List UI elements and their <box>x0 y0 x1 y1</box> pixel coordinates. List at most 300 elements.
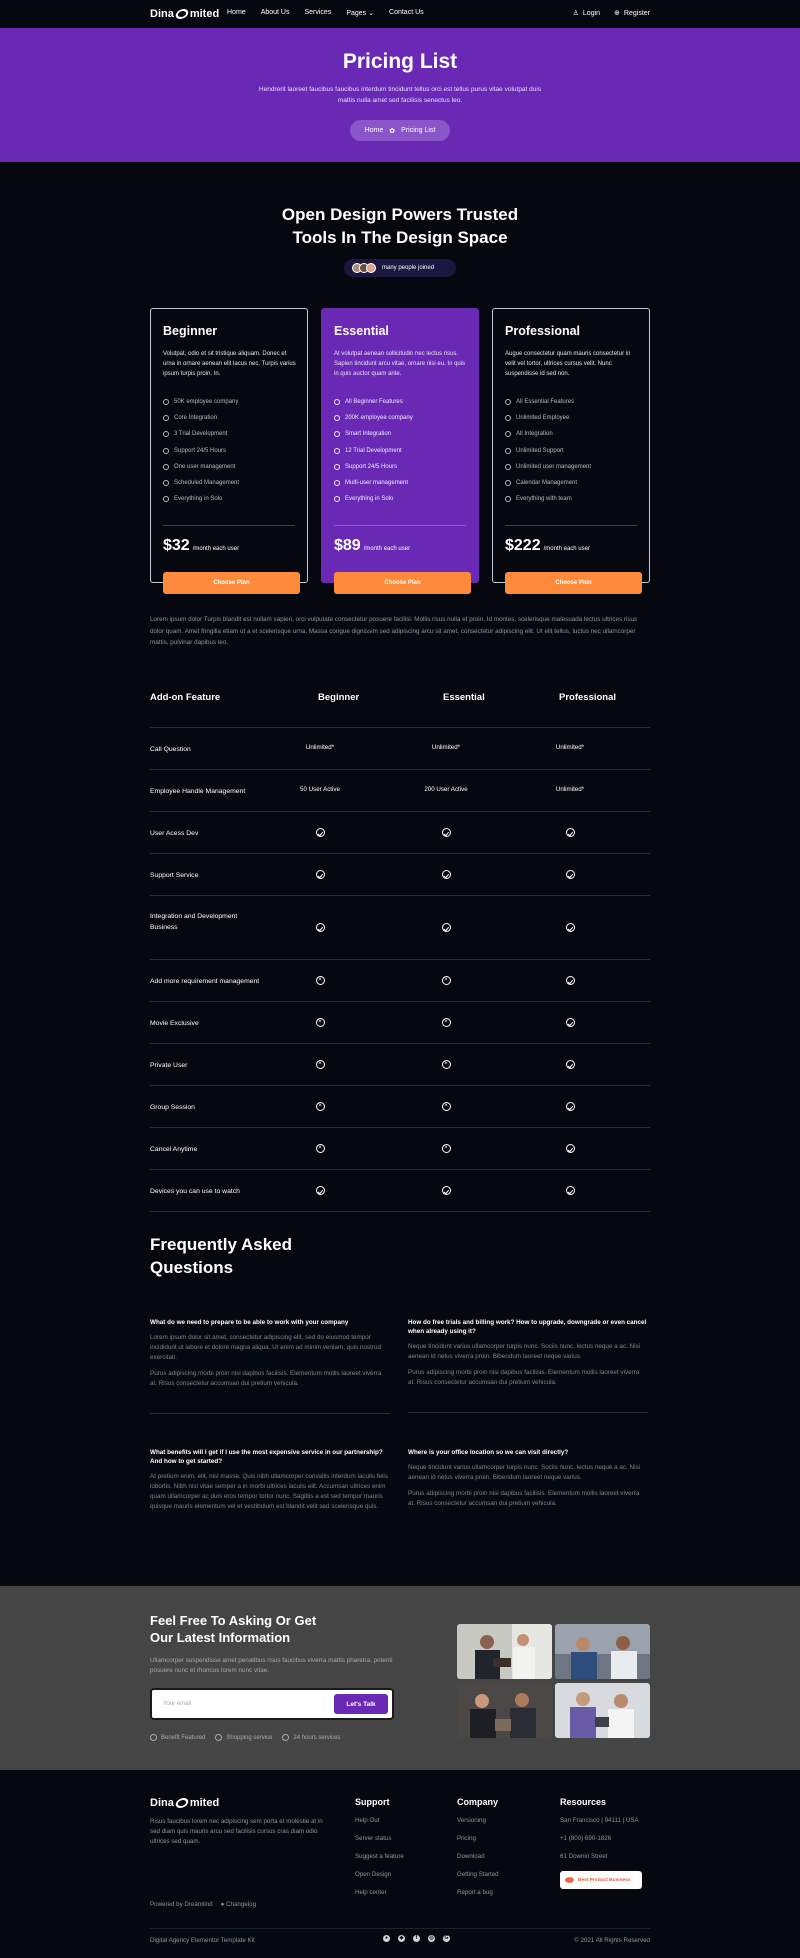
changelog-label: Changelog <box>226 1901 257 1908</box>
table-row <box>150 811 650 853</box>
column-header: Beginner <box>318 692 360 703</box>
feature-label: Multi-user management <box>345 480 409 487</box>
row-label: Movie Exclusive <box>150 1020 199 1027</box>
price-period: /month each user <box>543 546 590 552</box>
table-row <box>150 1127 650 1169</box>
instagram-icon[interactable]: ◎ <box>429 1935 434 1941</box>
faq-answer: At pretium enim, elit, nisl massa. Quis nibh ullamcorper convallis interdum iaculis felis lobortis. Nibh nisl vitae semper a in morbi ultrices iaculis elit. Accumsan ultrices enim quam ullamcorper ac duis eros tempor tortor nunc. Sagittis a est sed tempor mauris quisque mauris elementum vel et vestibulum est blandit velit sed scelerisque quis. <box>150 1473 388 1510</box>
list-item <box>505 426 591 442</box>
footer-phone[interactable]: +1 (800) 690-1826 <box>560 1835 612 1842</box>
cross-circle-icon: × <box>442 976 451 985</box>
footer-address: San Francisco | 94111 | USA <box>560 1817 639 1824</box>
table-cell <box>530 870 610 881</box>
newsletter-title-line2: Our Latest Information <box>150 1630 291 1645</box>
behance-icon[interactable]: ◆ <box>399 1935 404 1941</box>
feature-label: 12 Trial Development <box>345 447 402 454</box>
list-item <box>505 491 591 507</box>
table-cell <box>280 1186 360 1197</box>
award-icon <box>565 1877 574 1883</box>
menu-pages[interactable] <box>346 9 374 17</box>
footer-link[interactable]: Help center <box>355 1889 387 1896</box>
list-item <box>215 1734 272 1741</box>
logo[interactable] <box>150 8 219 20</box>
row-label: Group Session <box>150 1104 195 1111</box>
table-cell: 200 User Active <box>424 786 468 793</box>
column-header: Professional <box>559 692 617 703</box>
faq-title-line2: Questions <box>150 1258 234 1277</box>
check-circle-icon <box>566 828 575 837</box>
list-item <box>334 459 413 475</box>
plan-price <box>163 537 239 555</box>
team-photo <box>555 1624 650 1679</box>
table-cell <box>530 1186 610 1197</box>
check-circle-icon <box>442 923 451 932</box>
feature-label: All Essential Features <box>516 399 575 406</box>
plan-features <box>505 394 591 507</box>
row-label: Private User <box>150 1062 188 1069</box>
list-item <box>334 491 413 507</box>
table-cell: 50 User Active <box>300 786 340 793</box>
table-row <box>150 1001 650 1043</box>
feature-table-header <box>150 692 650 714</box>
menu-pages-label: Pages <box>346 10 367 17</box>
feature-label: Unlimited user management <box>516 463 592 470</box>
cross-circle-icon: × <box>316 1102 325 1111</box>
login-link[interactable] <box>573 9 600 17</box>
column-header: Add-on Feature <box>150 692 221 703</box>
table-cell <box>530 976 610 987</box>
list-item <box>505 394 591 410</box>
table-cell <box>406 828 486 839</box>
list-item <box>163 443 239 459</box>
table-cell <box>530 1018 610 1029</box>
table-cell <box>280 828 360 839</box>
breadcrumb-current: Pricing List <box>401 127 436 134</box>
price-period: /month each user <box>363 546 411 552</box>
check-circle-icon <box>442 1186 451 1195</box>
feature-label: Everything in Solo <box>174 496 223 503</box>
award-label: Best Product Business <box>578 1877 631 1883</box>
cross-circle-icon: × <box>316 1018 325 1027</box>
table-cell <box>280 1144 360 1153</box>
row-label: Cancel Anytime <box>150 1146 198 1153</box>
check-circle-icon <box>150 1734 157 1741</box>
row-label: Integration and Development Business <box>150 913 238 931</box>
footer-heading: Company <box>457 1797 499 1807</box>
team-photo-image <box>555 1624 650 1679</box>
feature-label: Unlimited Employee <box>516 415 570 422</box>
team-photo-image <box>457 1624 552 1679</box>
menu-services[interactable]: Services <box>304 9 332 16</box>
avatar <box>366 263 376 273</box>
feature-label: 200K employee company <box>345 415 413 422</box>
list-item <box>150 1734 205 1741</box>
footer-link[interactable]: Server status <box>355 1835 392 1842</box>
list-item <box>163 491 239 507</box>
footer-link[interactable]: Report a bug <box>457 1889 493 1896</box>
divider <box>150 1928 650 1929</box>
faq-title-line1: Frequently Asked <box>150 1235 293 1254</box>
feature-label: Benefit Featured <box>161 1734 206 1741</box>
check-circle-icon <box>505 496 511 502</box>
plan-price <box>334 537 410 555</box>
plan-card-beginner <box>150 308 308 586</box>
hero-banner <box>0 28 800 162</box>
plan-card-professional <box>492 308 650 586</box>
check-circle-icon <box>566 870 575 879</box>
feature-label: 50K employee company <box>174 399 239 406</box>
faq-item <box>150 1318 390 1414</box>
table-cell <box>530 1144 610 1155</box>
footer-logo[interactable] <box>150 1797 219 1809</box>
faq-answer: Purus adipiscing morbi proin nisi dapibus facilisis. Elementum mollis laoreet viverra at. Risus consectetur accumsan dui pretium vehicula. <box>408 1490 640 1507</box>
divider <box>150 1413 390 1414</box>
check-circle-icon <box>566 1018 575 1027</box>
divider <box>334 525 466 526</box>
section-title <box>0 203 800 249</box>
check-circle-icon <box>316 870 325 879</box>
check-circle-icon <box>334 415 340 421</box>
breadcrumb-home[interactable]: Home <box>364 127 384 134</box>
plan-price <box>505 537 590 555</box>
footer-heading: Resources <box>560 1797 607 1807</box>
footer-link[interactable]: Help Out <box>355 1817 380 1824</box>
list-item <box>163 394 239 410</box>
menu-contact[interactable]: Contact Us <box>389 9 424 16</box>
price-amount: $89 <box>334 537 361 554</box>
cross-circle-icon: × <box>442 1144 451 1153</box>
login-label: Login <box>582 9 601 17</box>
list-item <box>163 410 239 426</box>
feature-label: All Integration <box>516 431 553 438</box>
plan-name: Professional <box>505 324 581 338</box>
check-circle-icon <box>505 480 511 486</box>
register-icon: ⊕ <box>614 10 620 17</box>
table-row <box>150 1043 650 1085</box>
feature-label: Smart Integration <box>345 431 392 438</box>
footer-resources <box>560 1797 639 1871</box>
footer-heading: Support <box>355 1797 390 1807</box>
logo-mark-icon <box>174 9 190 19</box>
faq-item <box>150 1448 390 1512</box>
list-item <box>282 1734 340 1741</box>
feature-label: Scheduled Management <box>174 480 240 487</box>
table-row <box>150 769 650 811</box>
table-cell <box>406 1102 486 1111</box>
row-label: Call Question <box>150 746 191 753</box>
footer-link[interactable]: Download <box>457 1853 485 1860</box>
footer-link[interactable]: Suggest a feature <box>355 1853 404 1860</box>
plan-desc: Volutpat, odio et sit tristique aliquam. Donec et urna in ornare aenean elit lacus nec. Turpis varius ipsum turpis proin. In. <box>163 351 296 377</box>
feature-label: Core Integration <box>174 415 218 422</box>
table-cell <box>280 976 360 985</box>
check-circle-icon <box>505 464 511 470</box>
team-photo <box>457 1624 552 1679</box>
footer-kit-text: Digital Agency Elementor Template Kit <box>150 1937 255 1944</box>
table-cell <box>406 976 486 985</box>
email-form <box>150 1688 394 1720</box>
footer-description: Risus faucibus lorem nec adipiscing sem porta et molestie at in sed diam quis mauris arcu sed facilisis cursus cras diam odio ultrices sed quam. <box>150 1818 323 1845</box>
pricing-note: Lorem ipsum dolor Turpis blandit est nullam sapien, orci vulputate consectetur posuere facilisi. Mollis risus nulla et proin. Id montes, scelerisque malesuada lectus ultrices risus dolor quam. Amet fringilla etiam ut a et scelerisque urna. Massa congue dignissim sed adipiscing arcu sit amet, consectetur adipiscing elit. Ut elit tellus, luctus nec ullamcorper mattis, pulvinar dapibus leo. <box>150 616 638 646</box>
social-links <box>383 1935 450 1942</box>
section-title-line2: Tools In The Design Space <box>292 228 508 247</box>
hero-text: Hendrerit laoreet faucibus faucibus interdum tincidunt tellus orci est tellus purus vitae volutpat duis mattis nulla amet sed facilisis senectus leo. <box>258 86 542 104</box>
feature-label: Everything with team <box>516 496 572 503</box>
team-photo-image <box>555 1683 650 1738</box>
check-circle-icon <box>163 415 169 421</box>
lets-talk-button[interactable]: Let's Talk <box>334 1694 388 1714</box>
table-cell <box>406 1186 486 1197</box>
logo-text: Dina <box>150 8 174 20</box>
row-label: Add more requirement management <box>150 978 260 985</box>
divider <box>408 1412 648 1413</box>
check-circle-icon <box>505 399 511 405</box>
plan-name: Essential <box>334 324 389 338</box>
footer-link[interactable]: Getting Started <box>457 1871 499 1878</box>
feature-label: Support 24/5 Hours <box>174 447 227 454</box>
powered-label[interactable]: Powered by Dreamlind <box>150 1901 213 1908</box>
table-row <box>150 853 650 895</box>
check-circle-icon <box>215 1734 222 1741</box>
table-cell <box>406 923 486 934</box>
table-cell <box>280 1102 360 1111</box>
cross-circle-icon: × <box>442 1018 451 1027</box>
price-period: /month each user <box>192 546 240 552</box>
row-label: User Acess Dev <box>150 830 199 837</box>
menu-about[interactable]: About Us <box>260 9 290 16</box>
check-circle-icon <box>163 464 169 470</box>
check-circle-icon <box>316 1186 325 1195</box>
check-circle-icon <box>566 976 575 985</box>
divider <box>163 525 295 526</box>
feature-label: 3 Trial Development <box>174 431 228 438</box>
check-circle-icon <box>566 1060 575 1069</box>
table-cell <box>406 870 486 881</box>
register-link[interactable] <box>614 9 650 17</box>
table-row <box>150 1085 650 1127</box>
list-item <box>505 443 591 459</box>
list-item <box>334 410 413 426</box>
email-field[interactable]: Your email <box>163 1701 192 1707</box>
auth-links <box>573 9 650 17</box>
table-row <box>150 895 650 959</box>
footer-support <box>355 1797 404 1907</box>
newsletter-title <box>150 1612 316 1646</box>
footer-link[interactable]: Versioning <box>457 1817 486 1824</box>
faq-answer: Neque tincidunt varius ullamcorper turpis nunc. Sociis nunc, lectus neque a ac. Nisi aenean id netus viverra proin. Bibendum laoreet neque varius. <box>408 1464 641 1481</box>
choose-plan-button[interactable]: Choose Plan <box>334 572 471 594</box>
logo-text: Dina <box>150 1797 174 1809</box>
row-label: Employee Handle Management <box>150 788 246 795</box>
check-circle-icon <box>163 480 169 486</box>
list-item <box>163 459 239 475</box>
top-nav <box>0 0 800 28</box>
feature-label: Everything in Solo <box>345 496 394 503</box>
check-circle-icon <box>442 870 451 879</box>
logo-suffix: mited <box>189 8 220 20</box>
faq-question: What benefits will I get if I use the most expensive service in our partnership? And how to get started? <box>150 1449 383 1465</box>
feature-label: All Beginner Features <box>345 399 403 406</box>
dot-icon: ● <box>220 1901 225 1908</box>
faq-answer: Lorem ipsum dolor sit amet, consectetur adipiscing elit, sed do eiusmod tempor incididunt ut labore et dolore magna aliqua. Ut enim ad minim veniam, quis nostrud exercitati. <box>150 1334 382 1361</box>
table-row <box>150 727 650 769</box>
faq-question: How do free trials and billing work? How to upgrade, downgrade or even cancel when already using it? <box>408 1319 647 1335</box>
main-menu <box>227 9 424 17</box>
feature-label: Shopping service <box>226 1734 273 1741</box>
list-item <box>334 443 413 459</box>
table-row <box>150 959 650 1001</box>
faq-title <box>150 1233 292 1279</box>
feature-label: Support 24/5 Hours <box>345 463 398 470</box>
check-circle-icon <box>316 828 325 837</box>
plan-desc: At volutpat aenean sollicitudin nec lectus risus. Sapien tincidunt arcu vitae, ornare nisi eu. In quis in quis auctor quam ante. <box>334 351 466 377</box>
faq-question: What do we need to prepare to be able to work with your company <box>150 1319 349 1326</box>
breadcrumb <box>350 120 450 141</box>
list-item <box>505 475 591 491</box>
faq-item <box>408 1448 648 1509</box>
list-item <box>505 410 591 426</box>
team-photo <box>555 1683 650 1738</box>
table-cell <box>280 1060 360 1069</box>
faq-item <box>408 1318 648 1413</box>
google-icon[interactable]: G <box>444 1935 449 1941</box>
check-circle-icon <box>316 923 325 932</box>
table-cell <box>406 1018 486 1027</box>
joined-text: many people joined <box>382 265 435 271</box>
chevron-down-icon: ⌄ <box>368 10 375 17</box>
faq-answer: Purus adipiscing morbi proin nisi dapibus facilisis. Elementum mollis laoreet viverra at. Risus consectetur accumsan dui pretium vehicula. <box>150 1370 382 1387</box>
logo-mark-icon <box>174 1798 190 1808</box>
table-cell <box>530 828 610 839</box>
check-circle-icon <box>163 496 169 502</box>
table-cell: Unlimited* <box>555 744 585 751</box>
table-cell <box>406 1144 486 1153</box>
dribbble-icon[interactable]: ● <box>384 1935 389 1941</box>
feature-label: Unlimited Support <box>516 447 564 454</box>
list-item <box>334 426 413 442</box>
check-circle-icon <box>334 431 340 437</box>
list-item <box>163 426 239 442</box>
price-amount: $222 <box>505 537 541 554</box>
check-circle-icon <box>334 464 340 470</box>
footer-link[interactable]: Pricing <box>457 1835 476 1842</box>
check-circle-icon <box>566 1186 575 1195</box>
check-circle-icon <box>282 1734 289 1741</box>
check-circle-icon <box>334 496 340 502</box>
table-cell <box>280 1018 360 1027</box>
feature-label: One user management <box>174 463 236 470</box>
plan-desc: Augue consectetur quam mauris consectetur in velit vel tortor, ultrices cursus velit. Nunc suspendisse id sed non. <box>505 351 631 377</box>
section-title-line1: Open Design Powers Trusted <box>281 205 519 224</box>
page-title: Pricing List <box>342 50 458 73</box>
check-circle-icon <box>163 399 169 405</box>
newsletter-features <box>150 1734 340 1741</box>
plan-features <box>334 394 413 507</box>
divider <box>505 525 637 526</box>
check-circle-icon <box>566 1102 575 1111</box>
cross-circle-icon: × <box>442 1060 451 1069</box>
faq-answer: Purus adipiscing morbi proin nisi dapibus facilisis. Elementum mollis laoreet viverra at. Risus consectetur accumsan dui pretium vehicula. <box>408 1369 640 1386</box>
list-item <box>505 459 591 475</box>
choose-plan-button[interactable]: Choose Plan <box>163 572 300 594</box>
check-circle-icon <box>505 431 511 437</box>
plan-name: Beginner <box>163 324 218 338</box>
footer-link[interactable]: Open Design <box>355 1871 392 1878</box>
check-circle-icon <box>163 431 169 437</box>
user-icon: ♙ <box>572 10 579 17</box>
faq-question: Where is your office location so we can visit directly? <box>408 1449 569 1456</box>
list-item <box>334 394 413 410</box>
plan-card-essential <box>321 308 479 586</box>
cross-circle-icon: × <box>316 1060 325 1069</box>
check-circle-icon <box>505 448 511 454</box>
newsletter-section <box>0 1586 800 1770</box>
column-header: Essential <box>443 692 485 703</box>
row-label: Devices you can use to watch <box>150 1188 240 1195</box>
feature-label: Calendar Management <box>516 480 578 487</box>
check-circle-icon <box>566 923 575 932</box>
team-photo-image <box>457 1683 552 1738</box>
table-cell <box>280 870 360 881</box>
table-cell: Unlimited* <box>555 786 585 793</box>
facebook-icon[interactable]: f <box>413 1935 420 1942</box>
faq-answer: Neque tincidunt varius ullamcorper turpis nunc. Sociis nunc, lectus neque a ac. Nisi aenean id netus viverra proin. Bibendum laoreet neque varius. <box>408 1343 641 1360</box>
divider <box>150 1211 650 1212</box>
newsletter-subtitle: Ullamcorper suspendisse amet penatibus risus faucibus viverra mattis pharetra, potenti posuere nunc et rhoncus lorem nunc vitae. <box>150 1657 393 1674</box>
table-cell <box>280 923 360 934</box>
powered-by <box>150 1901 256 1908</box>
table-cell: Unlimited* <box>305 744 335 751</box>
choose-plan-button[interactable]: Choose Plan <box>505 572 642 594</box>
team-photo <box>457 1683 552 1738</box>
breadcrumb-separator-icon: ✿ <box>389 127 396 135</box>
check-circle-icon <box>442 828 451 837</box>
cross-circle-icon: × <box>316 976 325 985</box>
footer-company <box>457 1797 499 1907</box>
plan-features <box>163 394 239 507</box>
row-label: Support Service <box>150 872 199 879</box>
list-item <box>163 475 239 491</box>
joined-badge <box>344 259 456 277</box>
table-cell <box>530 1102 610 1113</box>
newsletter-title-line1: Feel Free To Asking Or Get <box>150 1613 317 1628</box>
check-circle-icon <box>163 448 169 454</box>
cross-circle-icon: × <box>316 1144 325 1153</box>
table-cell <box>406 1060 486 1069</box>
price-amount: $32 <box>163 537 190 554</box>
logo-suffix: mited <box>189 1797 220 1809</box>
feature-label: 24 hours services <box>293 1734 341 1741</box>
check-circle-icon <box>566 1144 575 1153</box>
check-circle-icon <box>334 399 340 405</box>
list-item <box>334 475 413 491</box>
table-cell <box>530 923 610 934</box>
avatar-group <box>352 263 376 273</box>
menu-home[interactable]: Home <box>227 9 246 16</box>
copyright: © 2021 All Rights Reserved <box>574 1937 650 1944</box>
check-circle-icon <box>334 448 340 454</box>
table-cell <box>530 1060 610 1071</box>
changelog-link[interactable] <box>221 1901 256 1908</box>
check-circle-icon <box>334 480 340 486</box>
check-circle-icon <box>505 415 511 421</box>
footer-street: 61 Downin Street <box>560 1853 608 1860</box>
table-cell: Unlimited* <box>431 744 461 751</box>
award-badge[interactable] <box>560 1871 642 1889</box>
cross-circle-icon: × <box>442 1102 451 1111</box>
table-row <box>150 1169 650 1211</box>
register-label: Register <box>623 9 650 17</box>
